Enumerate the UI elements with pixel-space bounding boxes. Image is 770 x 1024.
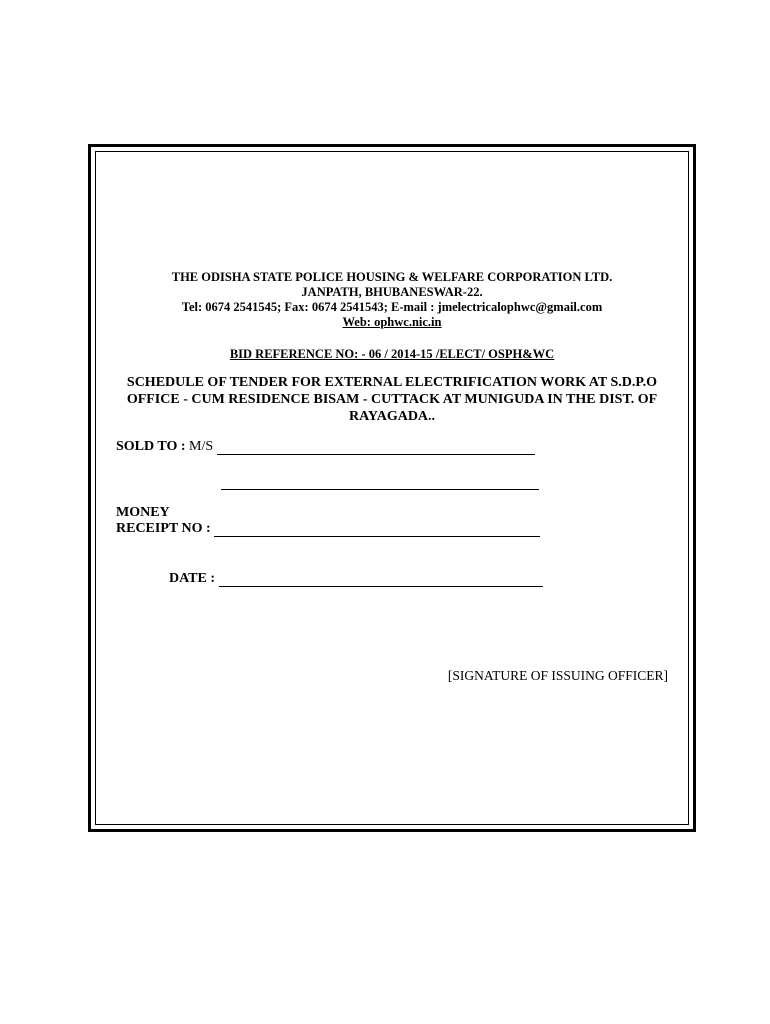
document-outer-border (88, 144, 696, 832)
sold-to-label: SOLD TO : (116, 439, 186, 454)
organization-contact: Tel: 0674 2541545; Fax: 0674 2541543; E-mail : jmelectricalophwc@gmail.com (181, 300, 603, 314)
organization-address: JANPATH, BHUBANESWAR-22. (301, 285, 483, 299)
sold-to-blank-line[interactable] (217, 442, 535, 455)
receipt-label: RECEIPT NO : (116, 521, 211, 536)
date-label: DATE : (169, 571, 216, 586)
signature-caption: [SIGNATURE OF ISSUING OFFICER] (447, 668, 668, 683)
organization-name: THE ODISHA STATE POLICE HOUSING & WELFARE CORPORATION LTD. (171, 270, 613, 284)
subject-line-3: RAYAGADA.. (348, 409, 436, 424)
document-inner-border (95, 151, 689, 825)
sold-to-second-row (221, 474, 539, 490)
receipt-row (116, 521, 540, 537)
subject-line-2: OFFICE - CUM RESIDENCE BISAM - CUTTACK AT MUNIGUDA IN THE DIST. OF (126, 392, 658, 407)
money-label: MONEY (116, 505, 170, 520)
tender-subject (106, 374, 678, 425)
date-blank-line[interactable] (219, 574, 543, 587)
bid-reference: BID REFERENCE NO: - 06 / 2014-15 /ELECT/ OSPH&WC (229, 347, 555, 361)
receipt-blank-line[interactable] (214, 524, 540, 537)
sold-to-row (116, 439, 535, 455)
date-row (169, 571, 543, 587)
sold-to-second-blank-line[interactable] (221, 477, 539, 490)
organization-web: Web: ophwc.nic.in (342, 315, 442, 329)
subject-line-1: SCHEDULE OF TENDER FOR EXTERNAL ELECTRIFICATION WORK AT S.D.P.O (126, 375, 658, 390)
ms-prefix: M/S (189, 439, 214, 454)
